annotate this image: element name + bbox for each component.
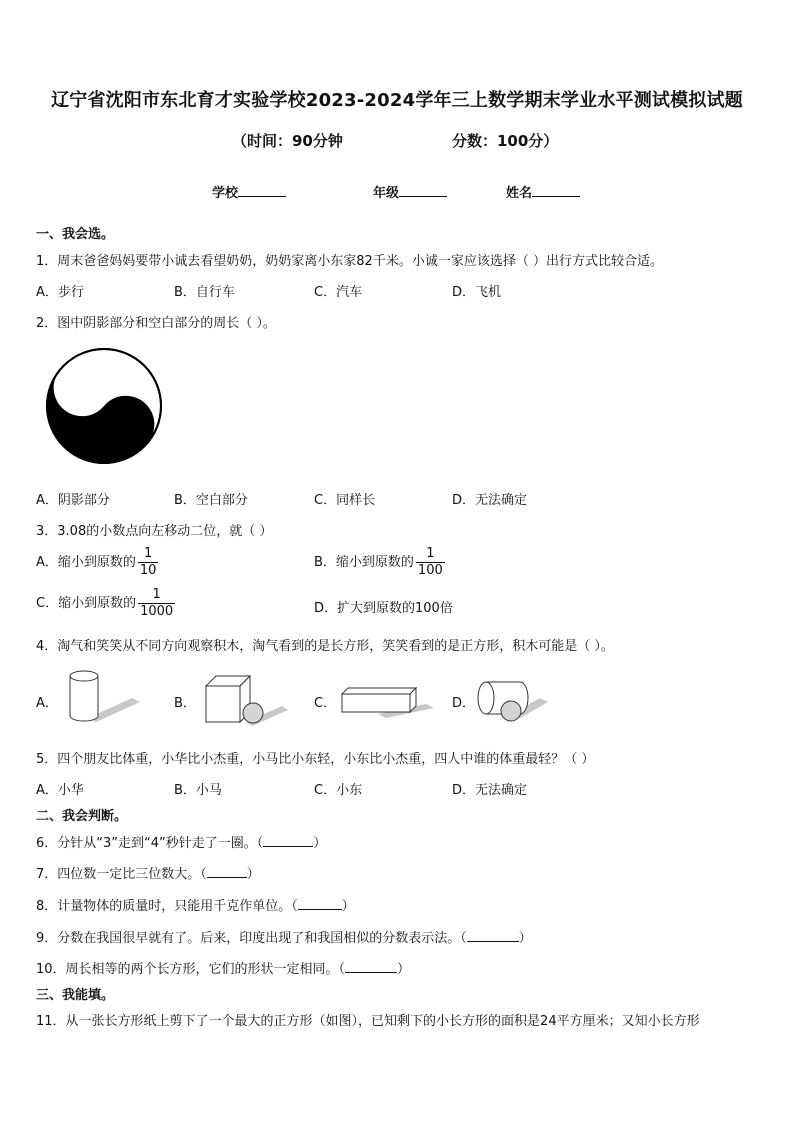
taiji-figure	[45, 347, 163, 465]
section-heading-choice: 一、我会选。	[36, 227, 115, 242]
bracket-close: ）	[313, 836, 327, 851]
section-heading-judge: 二、我会判断。	[36, 809, 128, 824]
q2-option-d[interactable]: D．无法确定	[452, 493, 528, 508]
q3-option-b-label: B．缩小到原数的	[314, 555, 414, 570]
cube-with-sphere-figure	[200, 672, 290, 726]
q4-option-d[interactable]: D．	[452, 696, 476, 711]
question-6	[36, 832, 326, 851]
fraction	[138, 587, 175, 620]
fraction-denominator: 10	[139, 563, 157, 578]
fraction-denominator: 1000	[140, 604, 174, 619]
exam-score: 分数：100分）	[452, 132, 559, 150]
question-4: 4．淘气和笑笑从不同方向观察积木，淘气看到的是长方形，笑笑看到的是正方形，积木可能是（ ）。	[36, 639, 614, 654]
fraction	[138, 546, 159, 579]
q3-option-d[interactable]: D．扩大到原数的100倍	[314, 601, 453, 616]
question-3: 3．3.08的小数点向左移动二位，就（ ）	[36, 524, 273, 539]
grade-label: 年级	[373, 186, 400, 201]
question-9-text: 9．分数在我国很早就有了。后来，印度出现了和我国相似的分数表示法。（	[36, 931, 467, 946]
question-7-text: 7．四位数一定比三位数大。（	[36, 867, 207, 882]
grade-blank[interactable]	[399, 184, 447, 197]
bracket-close: ）	[246, 867, 260, 882]
fraction	[416, 546, 445, 579]
question-9	[36, 927, 532, 946]
name-label: 姓名	[506, 186, 533, 201]
question-6-text: 6．分针从“3”走到“4”秒针走了一圈。（	[36, 836, 264, 851]
q2-option-a[interactable]: A．阴影部分	[36, 493, 110, 508]
question-11: 11．从一张长方形纸上剪下了一个最大的正方形（如图），已知剩下的小长方形的面积是24平方厘米；又知小长方形	[36, 1014, 700, 1029]
question-2: 2．图中阴影部分和空白部分的周长（ ）。	[36, 316, 276, 331]
q5-option-d[interactable]: D．无法确定	[452, 783, 528, 798]
cuboid-figure	[338, 682, 438, 722]
fraction-numerator: 1	[426, 546, 435, 561]
school-field[interactable]	[212, 182, 286, 201]
exam-time: （时间：90分钟	[232, 132, 343, 150]
question-10	[36, 958, 410, 977]
bracket-close: ）	[518, 931, 532, 946]
question-10-text: 10．周长相等的两个长方形，它们的形状一定相同。（	[36, 962, 346, 977]
answer-blank[interactable]	[467, 930, 519, 942]
name-field[interactable]	[506, 182, 580, 201]
q1-option-c[interactable]: C．汽车	[314, 285, 363, 300]
cylinder-lying-figure	[476, 676, 552, 724]
fraction-numerator: 1	[152, 587, 161, 602]
bracket-close: ）	[397, 962, 411, 977]
question-8	[36, 895, 355, 914]
name-blank[interactable]	[532, 184, 580, 197]
answer-blank[interactable]	[298, 898, 342, 910]
cylinder-upright-figure	[62, 668, 142, 724]
fraction-numerator: 1	[144, 546, 153, 561]
question-8-text: 8．计量物体的质量时，只能用千克作单位。（	[36, 899, 298, 914]
q5-option-a[interactable]: A．小华	[36, 783, 84, 798]
section-heading-fill: 三、我能填。	[36, 988, 115, 1003]
bracket-close: ）	[341, 899, 355, 914]
q5-option-b[interactable]: B．小马	[174, 783, 222, 798]
fraction-denominator: 100	[417, 563, 443, 578]
q2-option-b[interactable]: B．空白部分	[174, 493, 248, 508]
question-7	[36, 863, 260, 882]
exam-title: 辽宁省沈阳市东北育才实验学校2023-2024学年三上数学期末学业水平测试模拟试题	[51, 90, 743, 111]
q4-option-a[interactable]: A．	[36, 696, 58, 711]
q3-option-a-label: A．缩小到原数的	[36, 555, 136, 570]
answer-blank[interactable]	[263, 835, 313, 847]
school-blank[interactable]	[238, 184, 286, 197]
q2-option-c[interactable]: C．同样长	[314, 493, 376, 508]
q5-option-c[interactable]: C．小东	[314, 783, 363, 798]
grade-field[interactable]	[373, 182, 447, 201]
school-label: 学校	[212, 186, 239, 201]
question-5: 5．四个朋友比体重，小华比小杰重，小马比小东轻，小东比小杰重，四人中谁的体重最轻？（ ）	[36, 752, 595, 767]
q1-option-d[interactable]: D．飞机	[452, 285, 502, 300]
q4-option-c[interactable]: C．	[314, 696, 337, 711]
q3-option-c-label: C．缩小到原数的	[36, 596, 137, 611]
q4-option-b[interactable]: B．	[174, 696, 196, 711]
question-1: 1．周末爸爸妈妈要带小诚去看望奶奶，奶奶家离小东家82千米。小诚一家应该选择（ ）出行方式比较合适。	[36, 254, 663, 269]
answer-blank[interactable]	[207, 866, 247, 878]
q3-option-b[interactable]	[314, 546, 445, 579]
answer-blank[interactable]	[345, 961, 397, 973]
q3-option-a[interactable]	[36, 546, 158, 579]
q1-option-a[interactable]: A．步行	[36, 285, 84, 300]
q3-option-c[interactable]	[36, 587, 175, 620]
q1-option-b[interactable]: B．自行车	[174, 285, 235, 300]
